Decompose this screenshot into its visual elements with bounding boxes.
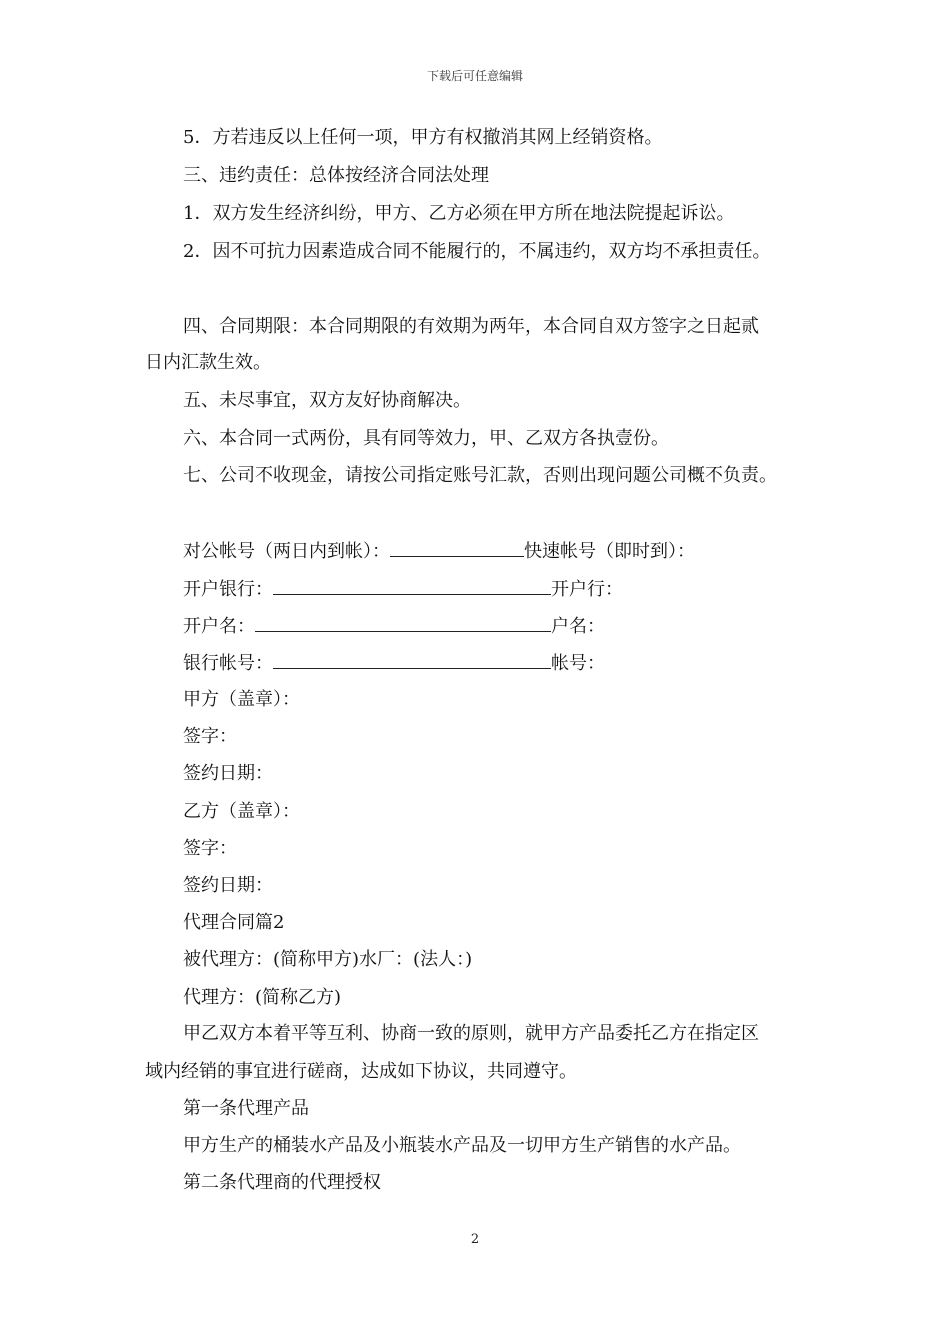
party-b-date: 签约日期：	[183, 875, 273, 896]
bank-blank	[273, 576, 551, 595]
party-a-seal: 甲方（盖章）：	[183, 689, 300, 710]
section-other-matters: 五、未尽事宜，双方友好协商解决。	[183, 390, 471, 411]
clause-1: 1．双方发生经济纠纷，甲方、乙方必须在甲方所在地法院提起诉讼。	[183, 203, 735, 224]
form-row-bank-account	[183, 650, 605, 676]
account-number-label: 帐号：	[551, 653, 605, 674]
clause-5: 5．方若违反以上任何一项，甲方有权撤消其网上经销资格。	[183, 127, 663, 148]
fast-account-label: 快速帐号（即时到）：	[524, 541, 695, 562]
form-row-account-name	[183, 613, 605, 639]
article-1-body: 甲方生产的桶装水产品及小瓶装水产品及一切甲方生产销售的水产品。	[183, 1135, 741, 1156]
preamble-cont: 域内经销的事宜进行磋商，达成如下协议，共同遵守。	[145, 1061, 577, 1082]
bank-account-label: 银行帐号：	[183, 653, 273, 674]
section-contract-term-cont: 日内汇款生效。	[145, 352, 271, 373]
party-a-date: 签约日期：	[183, 763, 273, 784]
form-row-public-account	[183, 538, 695, 564]
public-account-label: 对公帐号（两日内到帐）：	[183, 541, 390, 562]
party-b-seal: 乙方（盖章）：	[183, 801, 300, 822]
section-copies: 六、本合同一式两份，具有同等效力，甲、乙双方各执壹份。	[183, 428, 669, 449]
bank-account-blank	[273, 650, 551, 669]
section-breach-liability: 三、违约责任：总体按经济合同法处理	[183, 165, 489, 186]
bank-label: 开户银行：	[183, 579, 273, 600]
agent-party: 代理方：(简称乙方)	[183, 987, 342, 1008]
party-a-signature: 签字：	[183, 726, 237, 747]
public-account-blank	[390, 538, 524, 557]
article-1-title: 第一条代理产品	[183, 1098, 309, 1119]
principal-party: 被代理方：(简称甲方)水厂：(法人：)	[183, 949, 473, 970]
section-no-cash: 七、公司不收现金，请按公司指定账号汇款，否则出现问题公司概不负责。	[183, 465, 777, 486]
preamble: 甲乙双方本着平等互利、协商一致的原则，就甲方产品委托乙方在指定区	[183, 1023, 759, 1044]
article-2-title: 第二条代理商的代理授权	[183, 1172, 381, 1193]
section-contract-term: 四、合同期限：本合同期限的有效期为两年，本合同自双方签字之日起贰	[183, 316, 759, 337]
contract-title-2: 代理合同篇2	[183, 912, 285, 933]
form-row-bank	[183, 576, 623, 602]
account-name-blank	[255, 613, 551, 632]
account-name-label: 开户名：	[183, 616, 255, 637]
clause-2: 2．因不可抗力因素造成合同不能履行的，不属违约，双方均不承担责任。	[183, 241, 771, 262]
page-number: 2	[470, 1232, 480, 1247]
bank-branch-label: 开户行：	[551, 579, 623, 600]
page-header: 下载后可任意编辑	[426, 69, 523, 83]
party-b-signature: 签字：	[183, 838, 237, 859]
holder-name-label: 户名：	[551, 616, 605, 637]
